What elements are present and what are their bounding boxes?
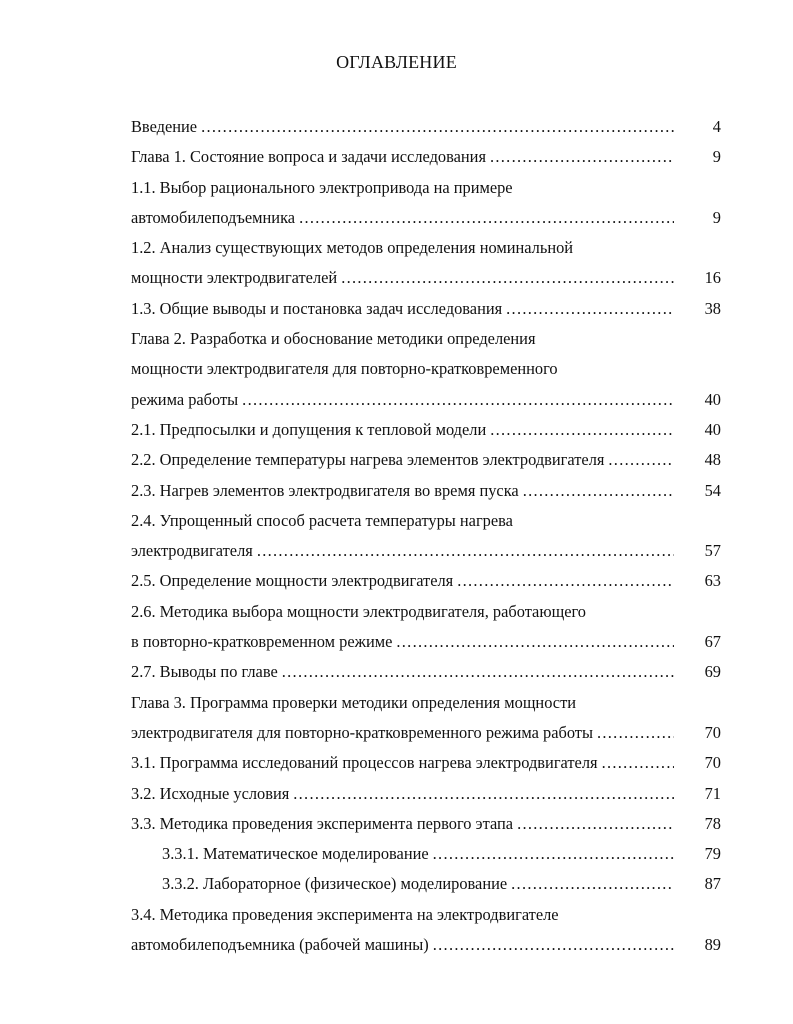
toc-page-number: 40 — [704, 389, 721, 409]
toc-entry-text: 3.3.2. Лабораторное (физическое) моделирование — [162, 874, 508, 894]
toc-entry-1-2 — [131, 233, 721, 263]
toc-entry-3-4-cont — [131, 930, 721, 960]
toc-entry-chapter-2 — [131, 324, 721, 354]
toc-entry-text: 3.4. Методика проведения эксперимента на электродвигателе — [131, 904, 559, 924]
toc-entry-text: Введение — [131, 117, 198, 136]
toc-entry-text: автомобилеподъемника — [131, 207, 296, 227]
toc-page-number: 38 — [704, 298, 721, 318]
dot-leader — [608, 445, 674, 475]
toc-entry-2-4 — [131, 506, 721, 536]
toc-entry-text: мощности электродвигателей — [131, 268, 338, 288]
toc-entry-2-2 — [131, 445, 721, 475]
toc-page-number: 40 — [704, 419, 721, 439]
toc-page-number: 9 — [712, 147, 721, 167]
toc-page-number: 71 — [704, 783, 721, 803]
dot-leader — [433, 839, 674, 869]
dot-leader — [201, 112, 674, 142]
toc-entry-text: Глава 2. Разработка и обоснование методики определения — [131, 329, 536, 349]
toc-entry-2-6 — [131, 597, 721, 627]
toc-page-number: 70 — [704, 722, 721, 742]
toc-entry-2-1 — [131, 415, 721, 445]
toc-page-number: 87 — [704, 874, 721, 894]
toc-entry-text: автомобилеподъемника (рабочей машины) — [131, 935, 429, 955]
toc-page-number: 57 — [704, 541, 721, 561]
dot-leader — [257, 536, 674, 566]
page-title: ОГЛАВЛЕНИЕ — [336, 52, 457, 72]
dot-leader — [299, 203, 674, 233]
toc-entry-text: 3.1. Программа исследований процессов нагрева электродвигателя — [131, 753, 598, 773]
toc-page-number: 4 — [712, 117, 721, 136]
toc-entry-text: 3.2. Исходные условия — [131, 783, 290, 803]
toc-page-number: 48 — [704, 450, 721, 470]
dot-leader — [517, 809, 674, 839]
toc-entry-3-1 — [131, 748, 721, 778]
toc-page-number: 89 — [704, 935, 721, 955]
toc-entry-3-3-2 — [131, 869, 721, 899]
dot-leader — [602, 748, 674, 778]
dot-leader — [511, 869, 674, 899]
toc-entry-1-1 — [131, 173, 721, 203]
toc-entry-text: 2.3. Нагрев элементов электродвигателя во время пуска — [131, 480, 519, 500]
dot-leader — [523, 476, 674, 506]
toc-entry-chapter-2-cont — [131, 354, 721, 384]
toc-entry-1-1-cont — [131, 203, 721, 233]
toc-entry-text: 2.7. Выводы по главе — [131, 662, 278, 682]
toc-entry-chapter-1 — [131, 142, 721, 172]
toc-entry-1-2-cont — [131, 263, 721, 293]
toc-entry-text: Глава 3. Программа проверки методики определения мощности — [131, 692, 577, 712]
dot-leader — [242, 385, 674, 415]
dot-leader — [490, 142, 674, 172]
toc-entry-text: 2.2. Определение температуры нагрева элементов электродвигателя — [131, 450, 605, 470]
toc-entry-2-3 — [131, 476, 721, 506]
toc-page-number: 67 — [704, 632, 721, 652]
toc-entry-2-6-cont — [131, 627, 721, 657]
toc-page-number: 78 — [704, 813, 721, 833]
toc-entry-text: 1.3. Общие выводы и постановка задач исследования — [131, 298, 503, 318]
toc-page-number: 63 — [704, 571, 721, 591]
toc-entry-3-2 — [131, 779, 721, 809]
toc-entry-text: электродвигателя — [131, 541, 253, 561]
toc-entry-chapter-3-cont — [131, 718, 721, 748]
toc-entry-text: 2.5. Определение мощности электродвигателя — [131, 571, 454, 591]
toc-entry-text: электродвигателя для повторно-кратковременного режима работы — [131, 722, 593, 742]
toc-page-number: 69 — [704, 662, 721, 682]
toc-page-number: 54 — [704, 480, 721, 500]
dot-leader — [597, 718, 674, 748]
table-of-contents — [131, 112, 721, 960]
toc-entry-text: 2.1. Предпосылки и допущения к тепловой модели — [131, 419, 487, 439]
toc-entry-text: 2.4. Упрощенный способ расчета температуры нагрева — [131, 510, 513, 530]
toc-entry-text: режима работы — [131, 389, 239, 409]
toc-entry-chapter-3 — [131, 688, 721, 718]
toc-entry-text: в повторно-кратковременном режиме — [131, 632, 393, 652]
toc-entry-text: мощности электродвигателя для повторно-кратковременного — [131, 359, 558, 379]
toc-entry-2-7 — [131, 657, 721, 687]
dot-leader — [282, 657, 674, 687]
dot-leader — [341, 263, 674, 293]
toc-entry-1-3 — [131, 294, 721, 324]
toc-entry-3-3-1 — [131, 839, 721, 869]
dot-leader — [293, 779, 674, 809]
toc-page-number: 16 — [704, 268, 721, 288]
toc-entry-2-5 — [131, 566, 721, 596]
toc-entry-text: 3.3.1. Математическое моделирование — [162, 844, 429, 864]
toc-entry-2-4-cont — [131, 536, 721, 566]
dot-leader — [506, 294, 674, 324]
toc-entry-text: 1.1. Выбор рационального электропривода на примере — [131, 177, 513, 197]
toc-entry-chapter-2-cont2 — [131, 385, 721, 415]
toc-entry-introduction — [131, 112, 721, 142]
toc-page-number: 79 — [704, 844, 721, 864]
dot-leader — [433, 930, 674, 960]
toc-entry-text: 3.3. Методика проведения эксперимента первого этапа — [131, 813, 514, 833]
toc-entry-3-4 — [131, 900, 721, 930]
dot-leader — [396, 627, 674, 657]
toc-entry-3-3 — [131, 809, 721, 839]
toc-page-number: 70 — [704, 753, 721, 773]
toc-entry-text: 2.6. Методика выбора мощности электродвигателя, работающего — [131, 601, 586, 621]
toc-entry-text: Глава 1. Состояние вопроса и задачи исследования — [131, 147, 486, 167]
dot-leader — [490, 415, 674, 445]
toc-page-number: 9 — [712, 207, 721, 227]
toc-entry-text: 1.2. Анализ существующих методов определения номинальной — [131, 238, 574, 258]
dot-leader — [457, 566, 674, 596]
